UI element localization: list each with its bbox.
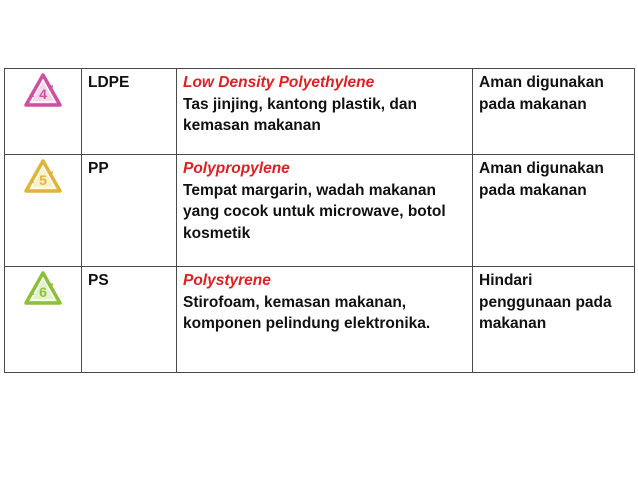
description-cell — [177, 155, 473, 267]
icon-cell — [5, 69, 82, 155]
resin-code: LDPE — [82, 69, 177, 155]
resin-number: 4 — [39, 86, 47, 102]
table-row-ps — [5, 267, 635, 373]
description-cell — [177, 69, 473, 155]
icon-cell — [5, 155, 82, 267]
polymer-name: Polypropylene — [183, 160, 290, 177]
resin-number: 5 — [39, 172, 47, 188]
icon-cell — [5, 267, 82, 373]
recycle-triangle-5-icon — [23, 158, 63, 196]
resin-code: PP — [82, 155, 177, 267]
resin-code: PS — [82, 267, 177, 373]
table-row-pp — [5, 155, 635, 267]
safety-note: Aman digunakan pada makanan — [473, 69, 635, 155]
recycle-triangle-6-icon — [23, 270, 63, 308]
polymer-name: Low Density Polyethylene — [183, 74, 375, 91]
table-row-ldpe — [5, 69, 635, 155]
safety-note: Hindari penggunaan pada makanan — [473, 267, 635, 373]
recycle-triangle-4-icon — [23, 72, 63, 110]
plastic-types-table — [4, 68, 635, 373]
usage-examples: Tempat margarin, wadah makanan yang cocok untuk microwave, botol kosmetik — [183, 181, 446, 242]
usage-examples: Tas jinjing, kantong plastik, dan kemasan makanan — [183, 95, 417, 134]
resin-number: 6 — [39, 284, 47, 300]
usage-examples: Stirofoam, kemasan makanan, komponen pelindung elektronika. — [183, 293, 431, 332]
safety-note: Aman digunakan pada makanan — [473, 155, 635, 267]
description-cell — [177, 267, 473, 373]
polymer-name: Polystyrene — [183, 272, 271, 289]
